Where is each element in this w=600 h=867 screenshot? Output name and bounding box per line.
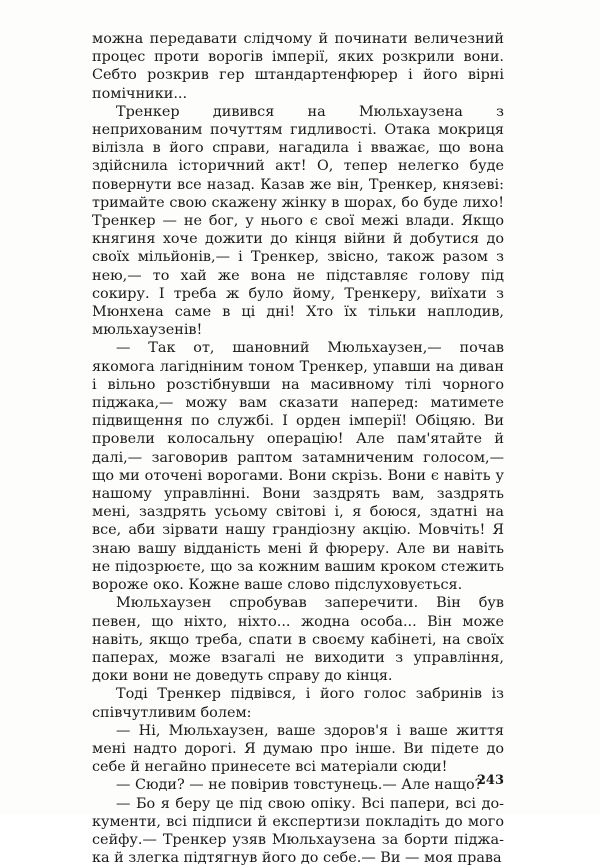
body-text — [92, 30, 504, 867]
paragraph: — Ні, Мюльхаузен, ваше здоров'я і ваше життя мені надто дорогі. Я думаю про інше. Ви підете до себе й негайно принесете всі матеріали сюди! — [92, 722, 504, 776]
page-number: 243 — [476, 773, 504, 788]
paragraph: — Бо я беру це під свою опіку. Всі папери, всі документи, всі підписи й експертизи покладіть до мого сейфу.— Тренкер узяв Мюльхаузена за борти піджака й злегка підтягнув його до себе.— Ви — моя права — [92, 795, 504, 867]
paragraph: Тренкер дивився на Мюльхаузена з неприхованим почуттям гидливості. Отака мокриця вілізла в його справи, нагадила і вважає, що вона здійснила історичний акт! О, тепер нелегко буде повернути все назад. Казав же він, Тренкер, князеві: тримайте свою скажену жінку в шорах, бо буде лихо! Тренкер — не бог, у нього є свої межі влади. Якщо княгиня хоче дожити до кінця війни й добутися до своїх мільйонів,— і Тренкер, звісно, також разом з нею,— то хай же вона не підставляє голову під сокиру. І треба ж було йому, Тренкеру, виїхати з Мюнхена саме в ці дні! Хто їх тільки наплодив, мюльхаузенів! — [92, 103, 504, 339]
paragraph: Тоді Тренкер підвівся, і його голос забринів із співчутливим болем: — [92, 686, 504, 721]
paragraph: — Сюди? — не повірив товстунець.— Але нащо? — [116, 777, 483, 794]
paragraph: можна передавати слідчому й починати величезний процес проти ворогів імперії, яких розкрили вони. Себто розкрив гер штандартенфюрер і його вірні помічники... — [92, 31, 504, 102]
paragraph: — Так от, шановний Мюльхаузен,— почав якомога лагідніним тоном Тренкер, упавши на диван і вільно розстібнувши на масивному тілі чорного піджака,— можу вам сказати наперед: матимете підвищення по службі. І орден імперії! Обіцяю. Ви провели колосальну операцію! Але пам'ятайте й далі,— заговорив раптом затамниченим голосом,— що ми оточені ворогами. Вони скрізь. Вони є навіть у нашому управлінні. Вони заздрять вам, заздрять мені, заздрять усьому світові і, я боюся, здатні на все, аби зірвати нашу грандіозну акцію. Мовчіть! Я знаю вашу відданість мені й фюреру. Але ви навіть не підозрюєте, що за кожним вашим кроком стежить вороже око. Кожне ваше слово підслуховується. — [92, 340, 504, 594]
paragraph: Мюльхаузен спробував заперечити. Він був певен, що ніхто, ніхто... жодна особа... Він може навіть, якщо треба, спати в своєму кабінеті, на своїх паперах, може взагалі не виходити з управління, доки вони не доведуть справу до кінця. — [92, 595, 504, 685]
